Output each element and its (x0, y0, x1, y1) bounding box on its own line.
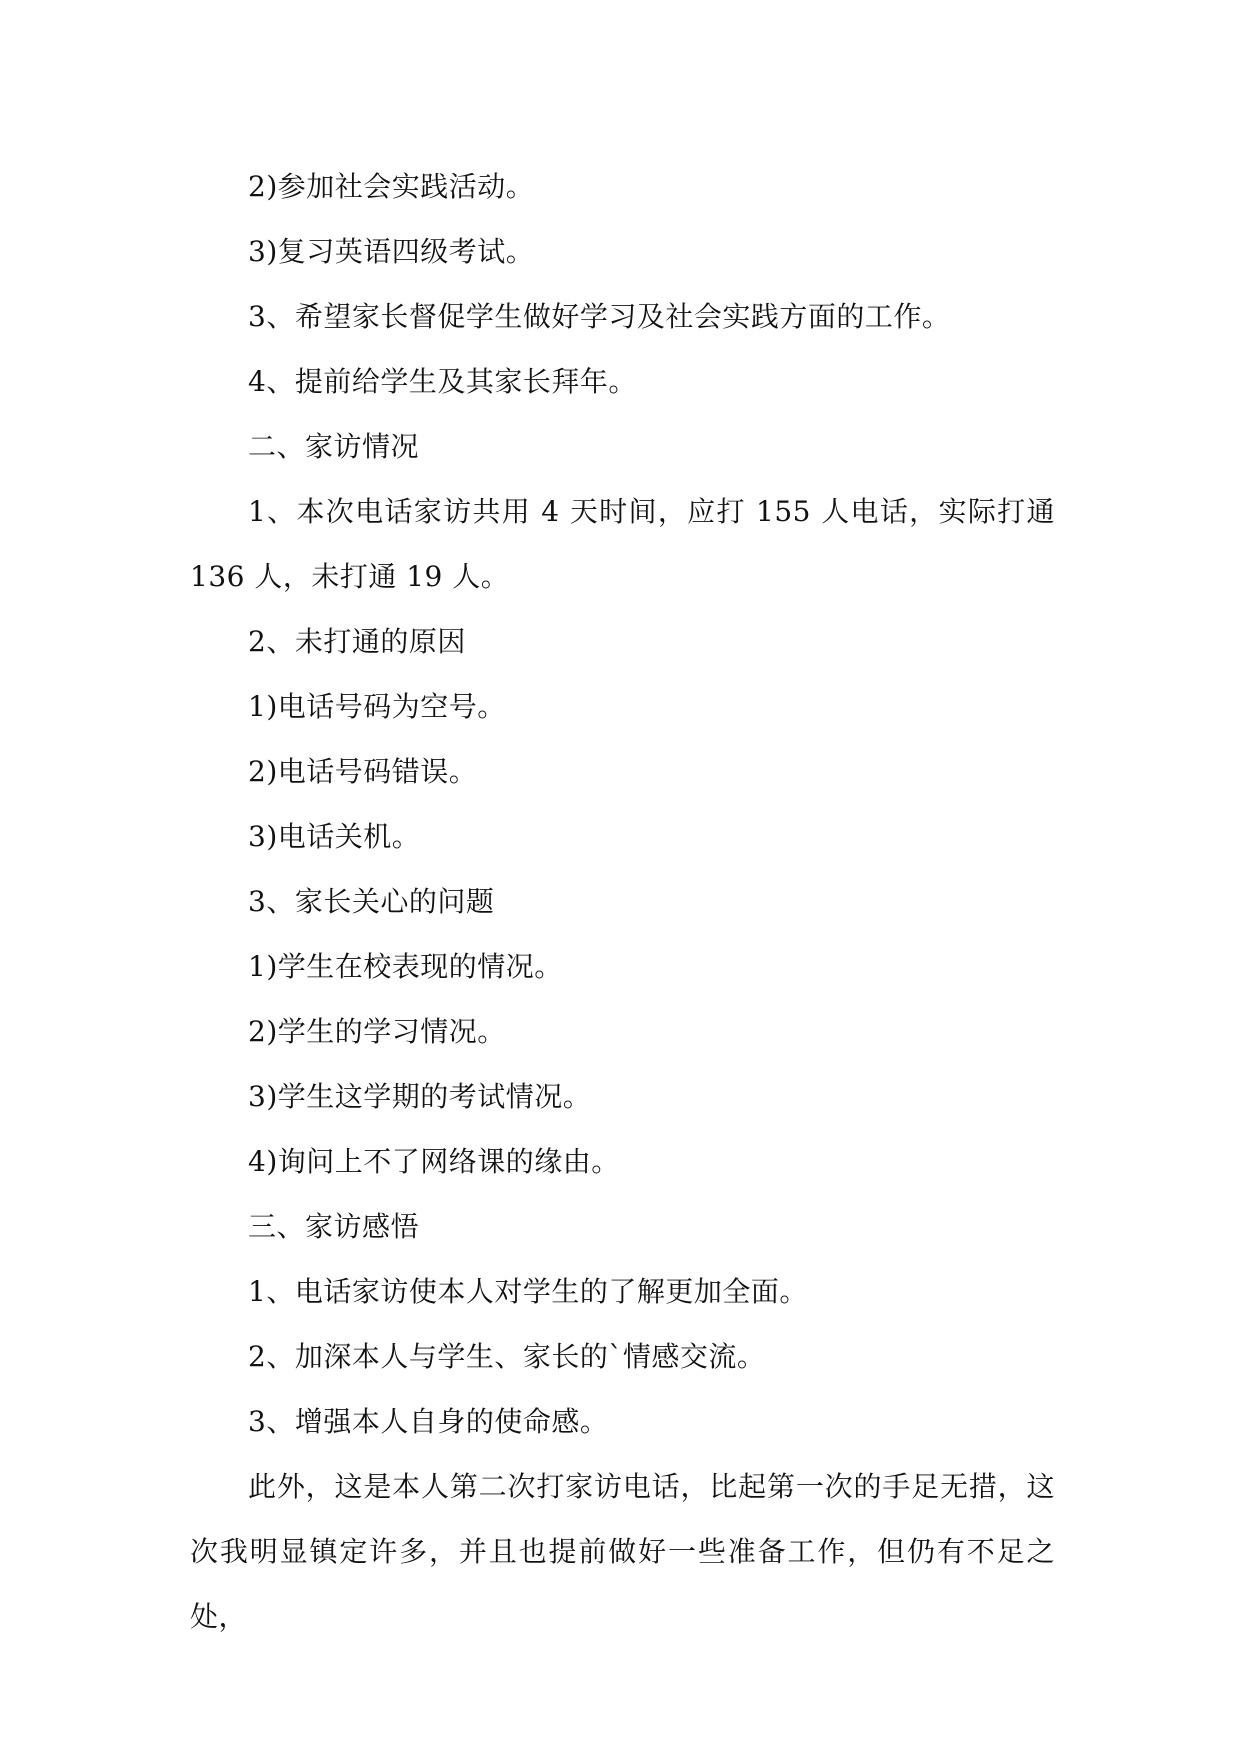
list-item-empty-number: 1)电话号码为空号。 (248, 690, 506, 723)
list-item-mission: 3、增强本人自身的使命感。 (248, 1405, 609, 1438)
list-item-communication: 2、加深本人与学生、家长的`情感交流。 (248, 1340, 766, 1373)
subheading-unreached-reasons: 2、未打通的原因 (248, 625, 466, 658)
list-item-parent-supervision: 3、希望家长督促学生做好学习及社会实践方面的工作。 (248, 300, 951, 333)
list-item-cet4-review: 3)复习英语四级考试。 (248, 235, 535, 268)
section-heading-reflections: 三、家访感悟 (248, 1210, 420, 1243)
list-item-new-year-greeting: 4、提前给学生及其家长拜年。 (248, 365, 637, 398)
list-item-study-status: 2)学生的学习情况。 (248, 1015, 506, 1048)
subheading-parent-concerns: 3、家长关心的问题 (248, 885, 495, 918)
section-heading-home-visit-status: 二、家访情况 (248, 430, 420, 463)
list-item-phone-off: 3)电话关机。 (248, 820, 421, 853)
document-body (190, 154, 1055, 1649)
list-item-school-performance: 1)学生在校表现的情况。 (248, 950, 563, 983)
list-item-social-practice: 2)参加社会实践活动。 (248, 170, 535, 203)
list-item-understanding: 1、电话家访使本人对学生的了解更加全面。 (248, 1275, 808, 1308)
list-item-exam-status: 3)学生这学期的考试情况。 (248, 1080, 592, 1113)
paragraph-closing: 此外，这是本人第二次打家访电话，比起第一次的手足无措，这次我明显镇定许多，并且也提前做好一些准备工作，但仍有不足之处， (190, 1470, 1055, 1633)
paragraph-call-statistics: 1、本次电话家访共用 4 天时间，应打 155 人电话，实际打通 136 人，未打通 19 人。 (190, 495, 1055, 593)
list-item-online-class-issue: 4)询问上不了网络课的缘由。 (248, 1145, 620, 1178)
list-item-wrong-number: 2)电话号码错误。 (248, 755, 478, 788)
